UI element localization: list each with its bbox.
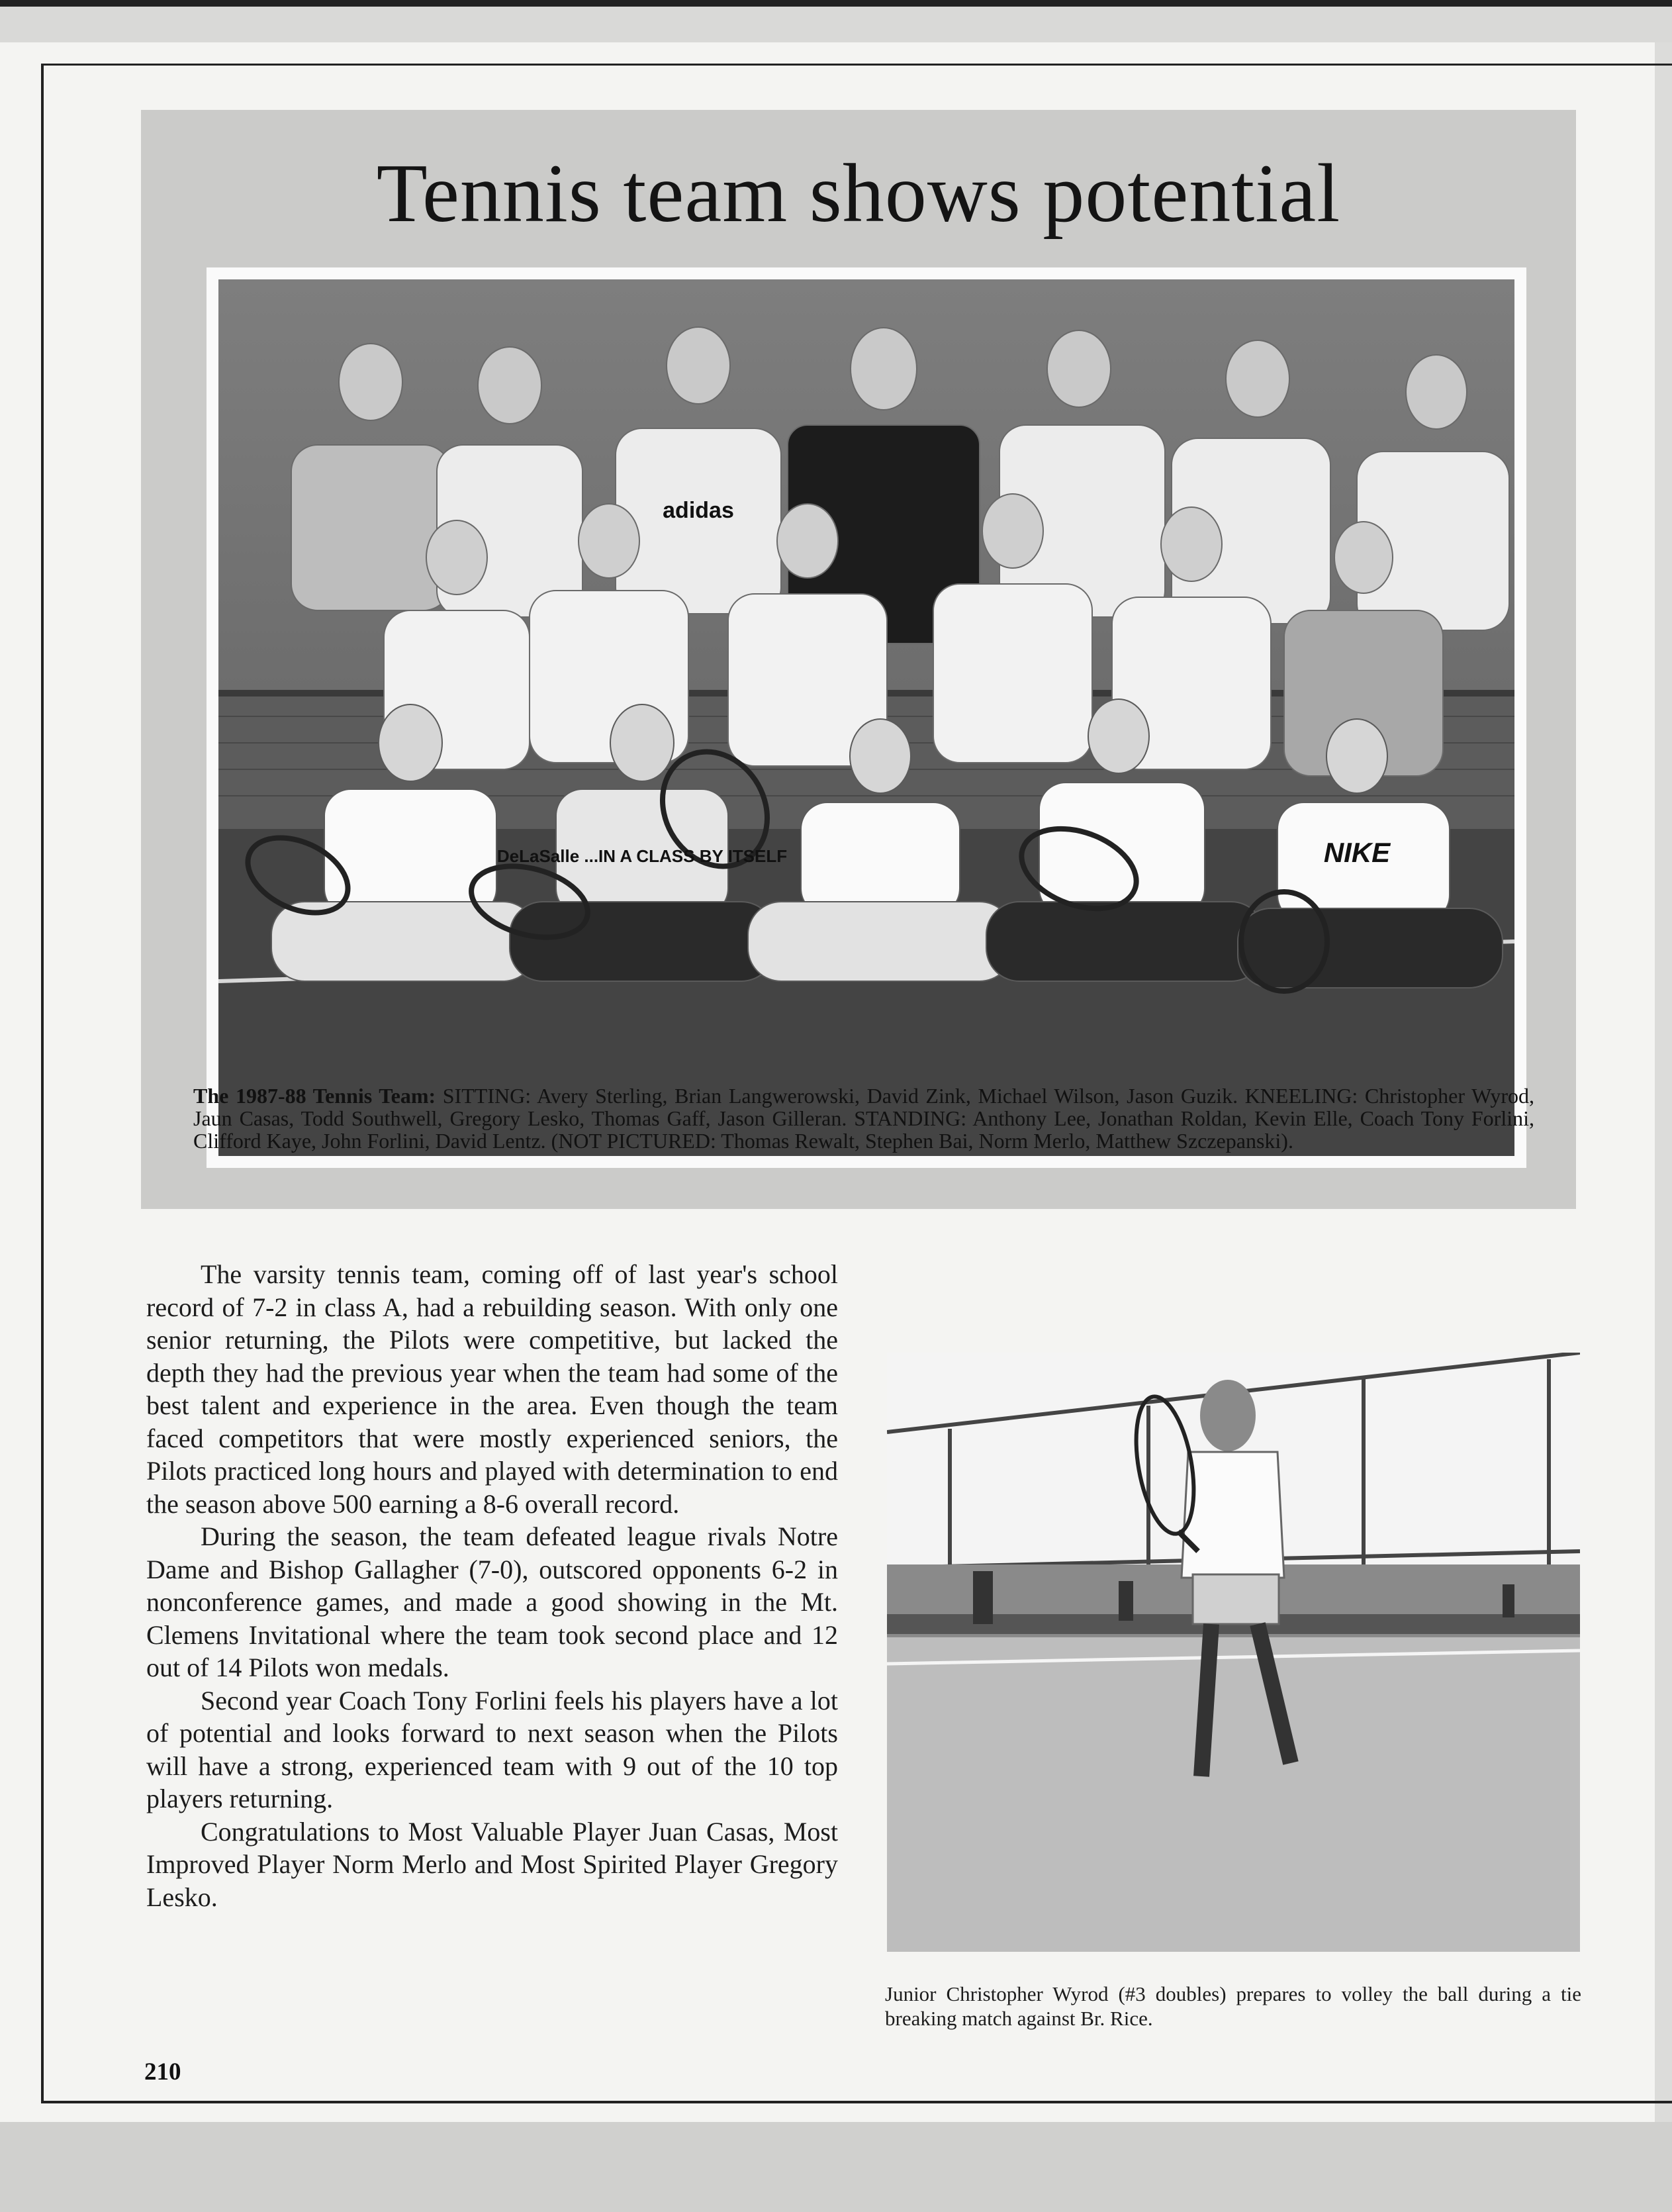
action-photo-caption: Junior Christopher Wyrod (#3 doubles) prepares to volley the ball during a tie breaking match against Br. Rice.: [885, 1982, 1581, 2030]
team-caption-names: SITTING: Avery Sterling, Brian Langwerowski, David Zink, Michael Wilson, Jason Guzik. KNEELING: Christopher Wyrod, Jaun Casas, Todd Southwell, Gregory Lesko, Thomas Gaff, Jason Gilleran. STANDING: Anthony Lee, Jonathan Roldan, Kevin Elle, Coach Tony Forlini, Clifford Kaye, John Forlini, David Lentz. (NOT PICTURED: Thomas Rewalt, Stephen Bai, Norm Merlo, Matthew Szczepanski).: [193, 1084, 1535, 1153]
headline: Tennis team shows potential: [376, 148, 1341, 240]
scan-bottom-strip: [0, 2122, 1672, 2212]
shirt-print-adidas: adidas: [663, 498, 734, 523]
article-body: [146, 1258, 838, 1913]
action-photo: [887, 1353, 1580, 1952]
team-photo-illustration: [218, 279, 1514, 1156]
body-paragraph: Congratulations to Most Valuable Player Juan Casas, Most Improved Player Norm Merlo and Most Spirited Player Gregory Lesko.: [146, 1816, 838, 1912]
page-number: 210: [144, 2058, 181, 2086]
shirt-print-delasalle: DeLaSalle ...IN A CLASS BY ITSELF: [496, 846, 788, 866]
body-paragraph: The varsity tennis team, coming off of last year's school record of 7-2 in class A, had a rebuilding season. With only one senior returning, the Pilots were competitive, but lacked the depth they had the previous year when the team had some of the best talent and experience in the area. Even though the team faced competitors that were mostly experienced seniors, the Pilots practiced long hours and played with determination to end the season above 500 earning a 8-6 overall record.: [146, 1259, 838, 1519]
action-photo-illustration: [887, 1353, 1580, 1952]
scan-top-strip: [0, 0, 1672, 42]
header-panel: [141, 110, 1576, 1209]
team-caption-lead: The 1987-88 Tennis Team:: [193, 1084, 436, 1108]
team-photo-frame: [207, 267, 1526, 1168]
team-photo-caption: [193, 1084, 1534, 1152]
body-paragraph: Second year Coach Tony Forlini feels his players have a lot of potential and looks forward to next season when the Pilots will have a strong, experienced team with 9 out of the 10 top players returning.: [146, 1685, 838, 1813]
team-photo: [218, 279, 1514, 1156]
shirt-print-nike: NIKE: [1323, 837, 1391, 868]
body-paragraph: During the season, the team defeated league rivals Notre Dame and Bishop Gallagher (7-0), outscored opponents 6-2 in nonconference games, and made a good showing in the Mt. Clemens Invitational where the team took second place and 12 out of 14 Pilots won medals.: [146, 1521, 838, 1682]
